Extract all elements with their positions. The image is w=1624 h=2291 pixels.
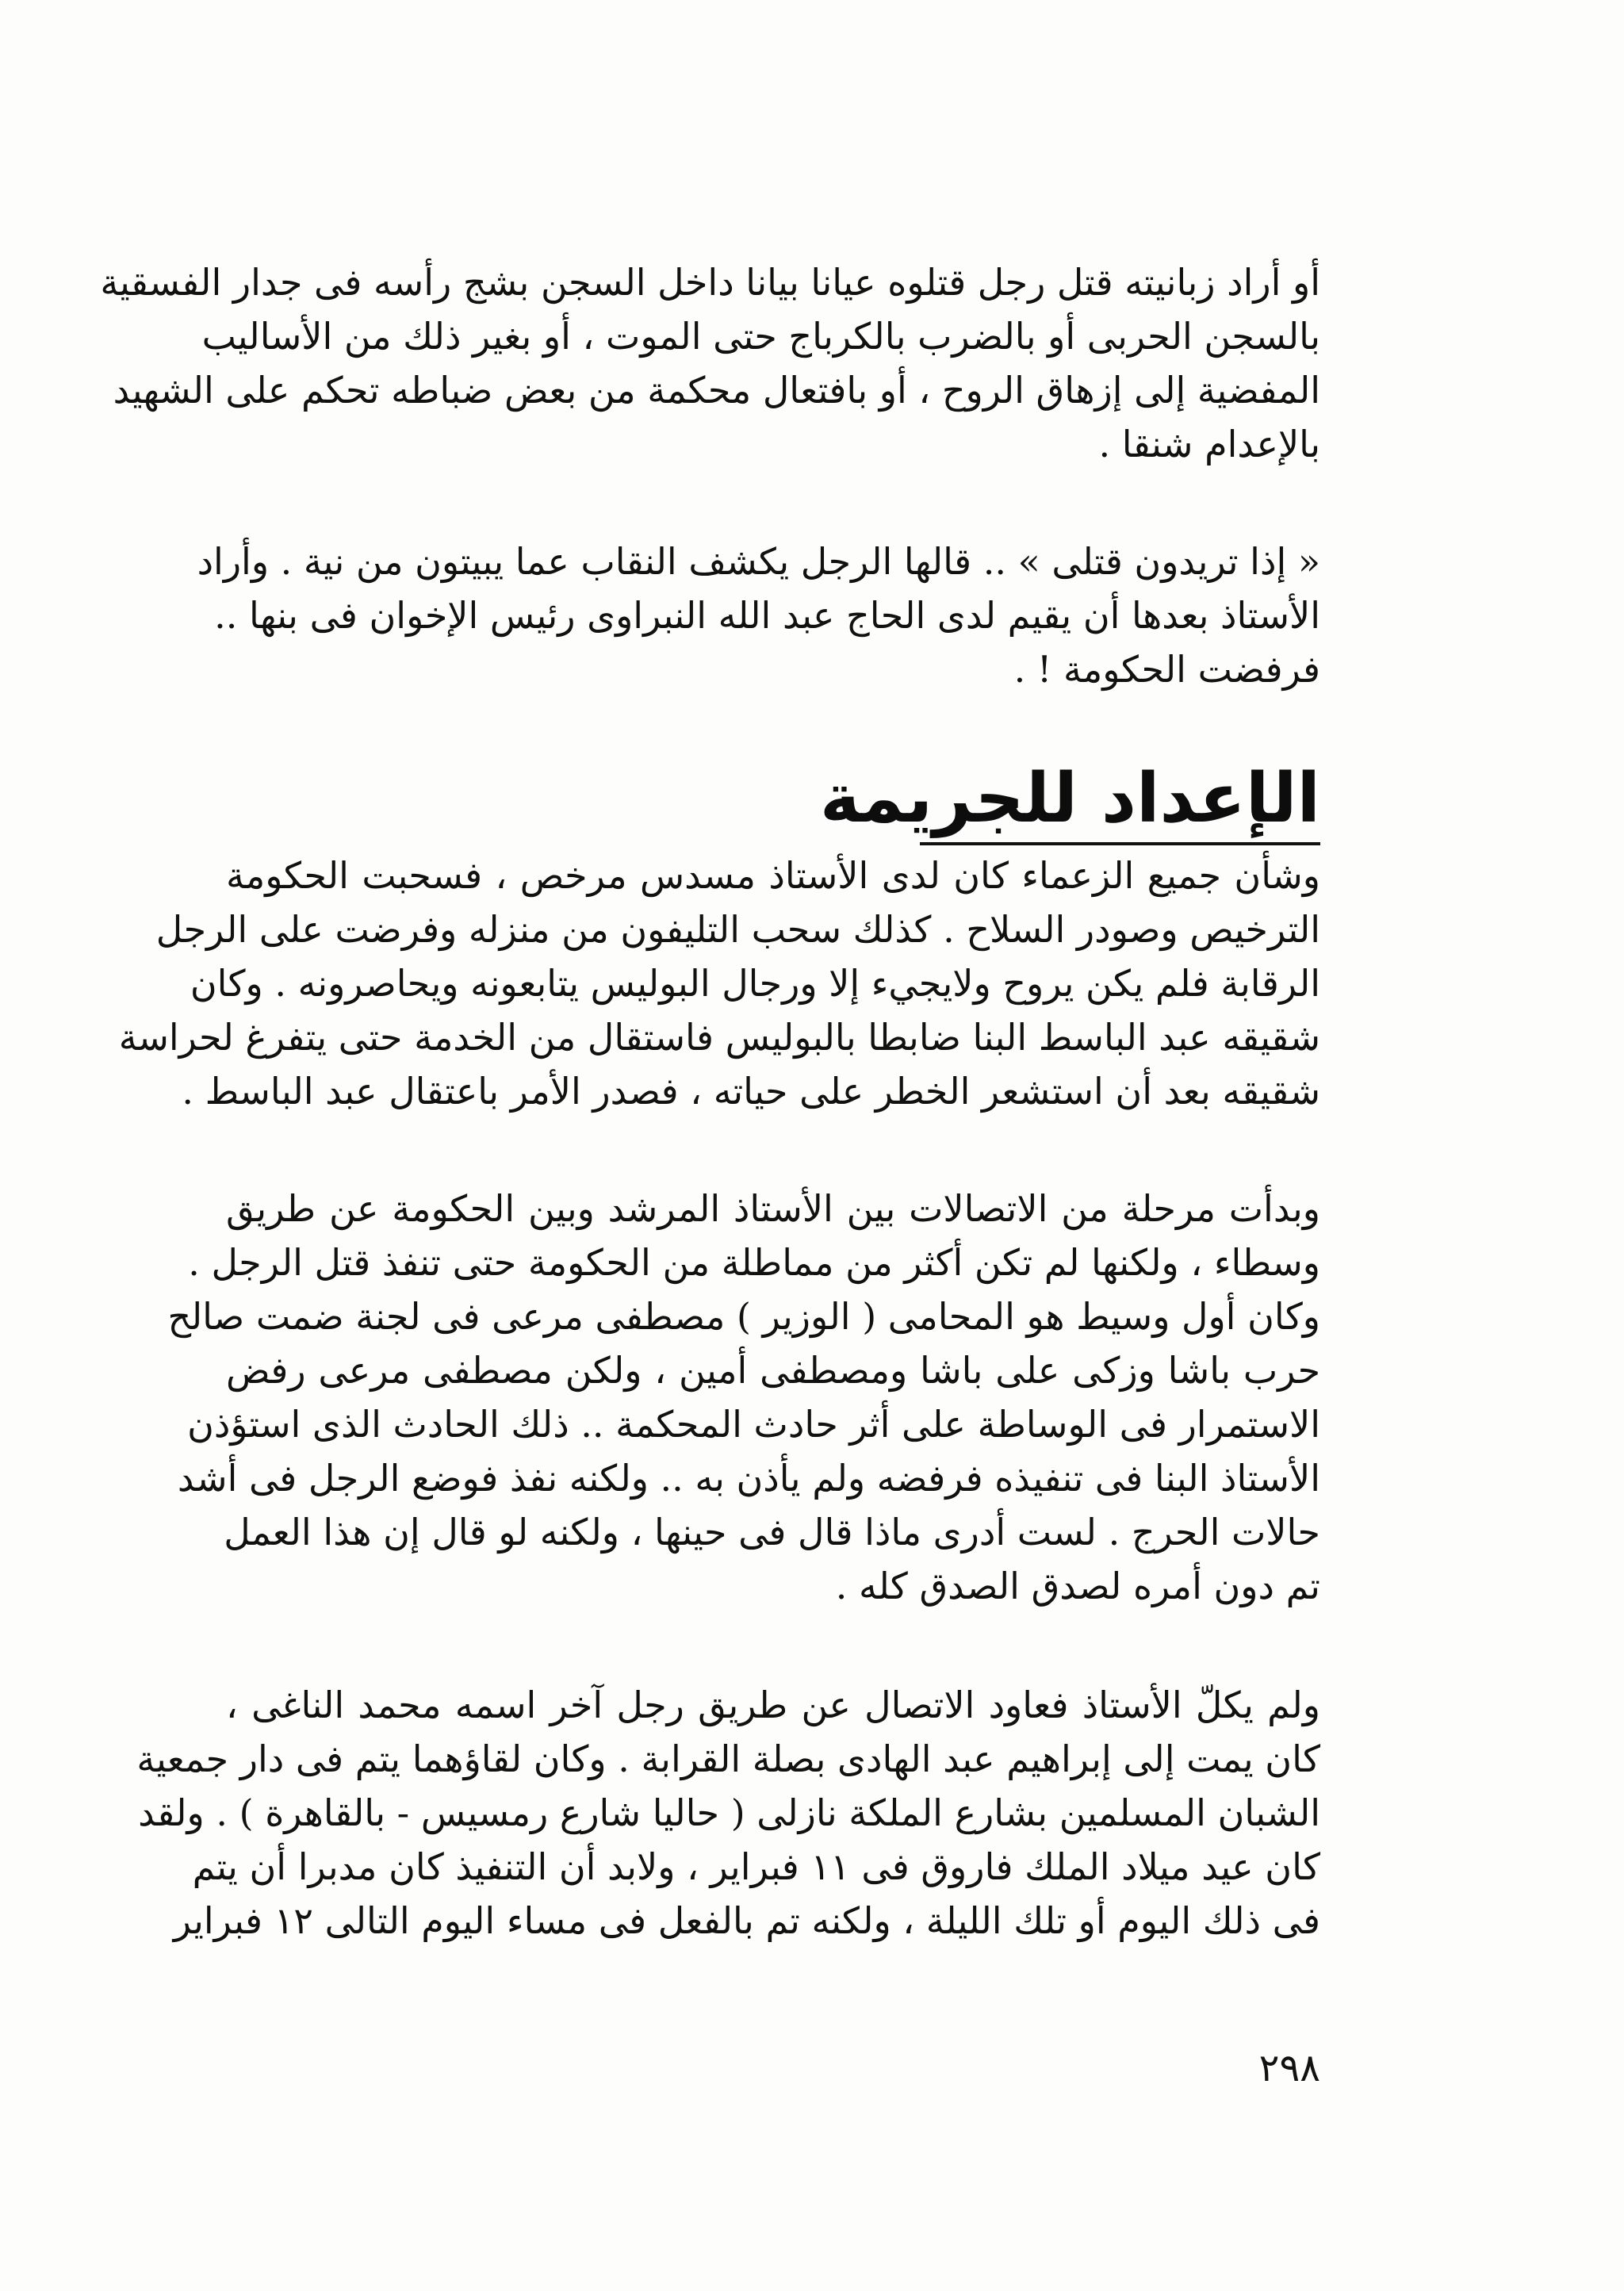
text-line: الشبان المسلمين بشارع الملكة نازلى ( حاليا شارع رمسيس - بالقاهرة ) . ولقد	[138, 1791, 1320, 1834]
text-line: كان عيد ميلاد الملك فاروق فى ١١ فبراير ، ولابد أن التنفيذ كان مدبرا أن يتم	[192, 1845, 1320, 1888]
text-line: المفضية إلى إزهاق الروح ، أو بافتعال محكمة من بعض ضباطه تحكم على الشهيد	[113, 369, 1320, 412]
text-line: وبدأت مرحلة من الاتصالات بين الأستاذ المرشد وبين الحكومة عن طريق	[226, 1187, 1320, 1230]
text-line: الاستمرار فى الوساطة على أثر حادث المحكمة .. ذلك الحادث الذى استؤذن	[187, 1403, 1320, 1446]
text-line: أو أراد زبانيته قتل رجل قتلوه عيانا بيانا داخل السجن بشج رأسه فى جدار الفسقية	[100, 261, 1320, 304]
text-line: الرقابة فلم يكن يروح ولايجيء إلا ورجال البوليس يتابعونه ويحاصرونه . وكان	[190, 962, 1320, 1005]
text-line: بالإعدام شنقا .	[1098, 423, 1320, 465]
text-line: بالسجن الحربى أو بالضرب بالكرباج حتى الموت ، أو بغير ذلك من الأساليب	[201, 315, 1320, 358]
text-line: وسطاء ، ولكنها لم تكن أكثر من مماطلة من الحكومة حتى تنفذ قتل الرجل .	[188, 1241, 1320, 1284]
paragraph-3	[118, 849, 1320, 1118]
text-line: « إذا تريدون قتلى » .. قالها الرجل يكشف النقاب عما يبيتون من نية . وأراد	[197, 540, 1320, 583]
paragraph-4	[167, 1182, 1320, 1613]
text-line: شقيقه عبد الباسط البنا ضابطا بالبوليس فاستقال من الخدمة حتى يتفرغ لحراسة	[118, 1016, 1320, 1059]
text-line: تم دون أمره لصدق الصدق كله .	[835, 1565, 1320, 1607]
text-line: الترخيص وصودر السلاح . كذلك سحب التليفون من منزله وفرضت على الرجل	[155, 908, 1320, 951]
text-line: شقيقه بعد أن استشعر الخطر على حياته ، فصدر الأمر باعتقال عبد الباسط .	[182, 1070, 1320, 1113]
text-line: ولم يكلّ الأستاذ فعاود الاتصال عن طريق رجل آخر اسمه محمد الناغى ،	[226, 1684, 1320, 1726]
section-heading-text: الإعداد للجريمة	[819, 759, 1320, 838]
text-line: حرب باشا وزكى على باشا ومصطفى أمين ، ولكن مصطفى مرعى رفض	[226, 1349, 1320, 1392]
text-line: فى ذلك اليوم أو تلك الليلة ، ولكنه تم بالفعل فى مساء اليوم التالى ١٢ فبراير	[173, 1899, 1320, 1942]
paragraph-2	[197, 534, 1320, 696]
section-heading	[765, 755, 1320, 842]
heading-underline	[920, 842, 1320, 845]
text-line: الأستاذ بعدها أن يقيم لدى الحاج عبد الله النبراوى رئيس الإخوان فى بنها ..	[214, 594, 1320, 637]
page-number: ٢٩٨	[1258, 2046, 1320, 2090]
text-line: وكان أول وسيط هو المحامى ( الوزير ) مصطفى مرعى فى لجنة ضمت صالح	[167, 1295, 1320, 1338]
text-line: فرفضت الحكومة ! .	[1013, 648, 1320, 691]
text-line: كان يمت إلى إبراهيم عبد الهادى بصلة القرابة . وكان لقاؤهما يتم فى دار جمعية	[136, 1737, 1320, 1780]
text-line: الأستاذ البنا فى تنفيذه فرفضه ولم يأذن به .. ولكنه نفذ فوضع الرجل فى أشد	[177, 1457, 1320, 1500]
text-line: وشأن جميع الزعماء كان لدى الأستاذ مسدس مرخص ، فسحبت الحكومة	[226, 854, 1320, 897]
paragraph-5	[136, 1678, 1320, 1948]
paragraph-1	[100, 255, 1320, 471]
text-line: حالات الحرج . لست أدرى ماذا قال فى حينها ، ولكنه لو قال إن هذا العمل	[224, 1511, 1320, 1554]
